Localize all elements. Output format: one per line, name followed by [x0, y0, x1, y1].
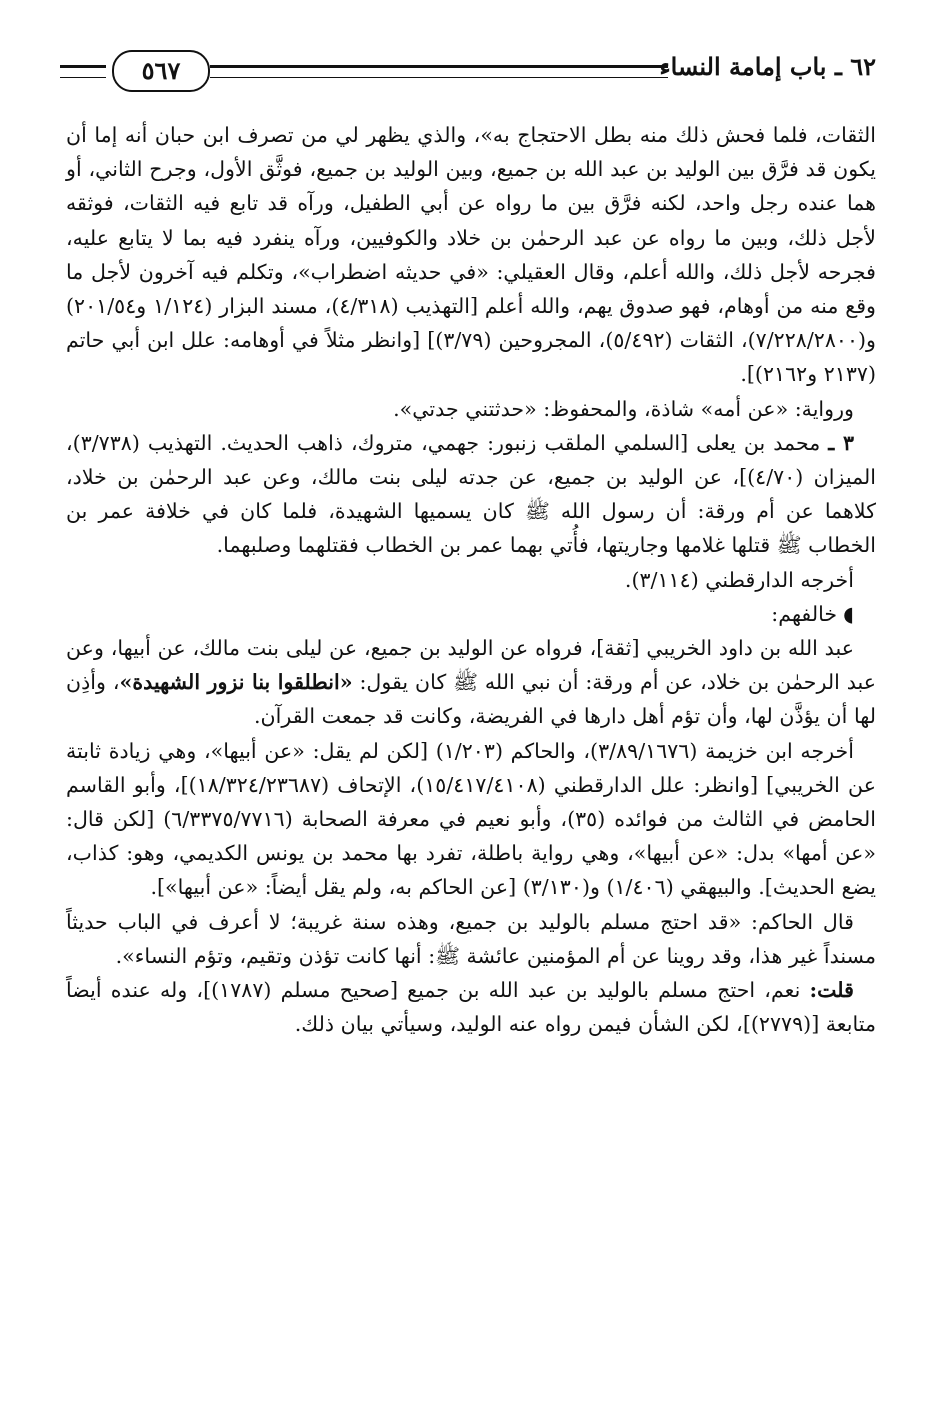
paragraph-text: خالفهم: [771, 601, 838, 626]
paragraph-text: عبد الله بن داود الخريبي [ثقة]، فرواه عن الوليد بن جميع، عن ليلى بنت مالك، عن أبيها، وعن عبد الرحمٰن بن خلاد، عن أم ورقة: أن نبي الله ﷺ كان يقول: [66, 636, 877, 695]
header-rule-left [60, 65, 106, 78]
paragraph-text: الثقات، فلما فحش ذلك منه بطل الاحتجاج به»، والذي يظهر لي من تصرف ابن حبان أنه إما أن يكون قد فرَّق بين الوليد بن عبد الله بن جميع، وبين الوليد بن جميع، فوثَّق الأول، وجرح الثاني، أو هما عنده رجل واحد، لكنه فرَّق بين ما رواه عن أبي الطفيل، ورآه قد تابع فيه الثقات، فوثقه لأجل ذلك، وبين ما رواه عن عبد الرحمٰن بن خلاد والكوفيين، ورآه ينفرد فيه بما لا يتابع عليه، فجرحه لأجل ذلك، والله أعلم، وقال العقيلي: «في حديثه اضطراب»، وتكلم فيه آخرون لأجل ما وقع منه من أوهام، فهو صدوق يهم، والله أعلم [التهذيب (٤/٣١٨)، مسند البزار (١/١٢٤ و٢٠١/٥٤) و(٧/٢٢٨/٢٨٠٠)، الثقات (٥/٤٩٢)، المجروحين (٣/٧٩)] [وانظر مثلاً في أوهامه: علل ابن أبي حاتم (٢١٣٧ و٢١٦٢)]. [66, 123, 876, 387]
paragraph-7 [66, 734, 876, 905]
paragraph-3 [66, 426, 876, 563]
paragraph-text: ورواية: «عن أمه» شاذة، والمحفوظ: «حدثتني جدتي». [393, 396, 854, 421]
paragraph-text: أخرجه ابن خزيمة (٣/٨٩/١٦٧٦)، والحاكم (١/٢٠٣) [لكن لم يقل: «عن أبيها»، وهي زيادة ثابتة عن الخريبي] [وانظر: علل الدارقطني (١٥/٤١٧/٤١٠٨)، الإتحاف (١٨/٣٢٤/٢٣٦٨٧)]، وأبو القاسم الحامض في الثالث من فوائده (٣٥)، وأبو نعيم في معرفة الصحابة (٦/٣٣٧٥/٧٧١٦) [لكن قال: «عن أمها» بدل: «عن أبيها»، وهي رواية باطلة، تفرد بها محمد بن يونس الكديمي، وهو: كذاب، يضع الحديث]. والبيهقي (١/٤٠٦) و(٣/١٣٠) [عن الحاكم به، ولم يقل أيضاً: «عن أبيها»]. [66, 738, 876, 900]
paragraph-text: قال الحاكم: «قد احتج مسلم بالوليد بن جميع، وهذه سنة غريبة؛ لا أعرف في الباب حديثاً مسنداً غير هذا، وقد روينا عن أم المؤمنين عائشة ﷺ: أنها كانت تؤذن وتقيم، وتؤم النساء». [66, 909, 876, 968]
paragraph-8 [66, 905, 876, 973]
paragraph-text: محمد بن يعلى [السلمي الملقب زنبور: جهمي، متروك، ذاهب الحديث. التهذيب (٣/٧٣٨)، الميزان (٤/٧٠)]، عن الوليد بن جميع، عن جدته ليلى بنت مالك، وعن عبد الرحمٰن بن خلاد، كلاهما عن أم ورقة: أن رسول الله ﷺ كان يسميها الشهيدة، فلما كان في خلافة عمر بن الخطاب ﷺ قتلها غلامها وجاريتها، فأُتي بهما عمر بن الخطاب فقتلهما وصلبهما. [66, 430, 876, 558]
paragraph-4 [66, 563, 876, 597]
chapter-title: ٦٢ ـ باب إمامة النساء [659, 52, 876, 81]
paragraph-text-after: ، وأذِن لها أن يؤذَّن لها، وأن تؤم أهل دارها في الفريضة، وكانت قد جمعت القرآن. [66, 670, 876, 729]
paragraph-1 [66, 118, 876, 392]
paragraph-text: نعم، احتج مسلم بالوليد بن عبد الله بن جميع [صحيح مسلم (١٧٨٧)]، وله عنده أيضاً متابعة [(٢٧٧٩)]، لكن الشأن فيمن رواه عنه الوليد، وسيأتي بيان ذلك. [66, 978, 876, 1037]
note-label: قلت: [809, 978, 854, 1003]
paragraph-text: أخرجه الدارقطني (٣/١١٤). [624, 567, 854, 592]
paragraph-6 [66, 631, 876, 734]
page-body [66, 118, 876, 1041]
header-rule [210, 65, 668, 78]
item-number: ٣ ـ [828, 430, 855, 455]
paragraph-2 [66, 392, 876, 426]
bullet-icon: ◖ [843, 601, 854, 626]
page-number-badge: ٥٦٧ [112, 50, 210, 92]
paragraph-9 [66, 973, 876, 1041]
quoted-hadith: «انطلقوا بنا نزور الشهيدة» [119, 670, 353, 695]
paragraph-5 [66, 597, 876, 631]
page-header [60, 40, 876, 110]
